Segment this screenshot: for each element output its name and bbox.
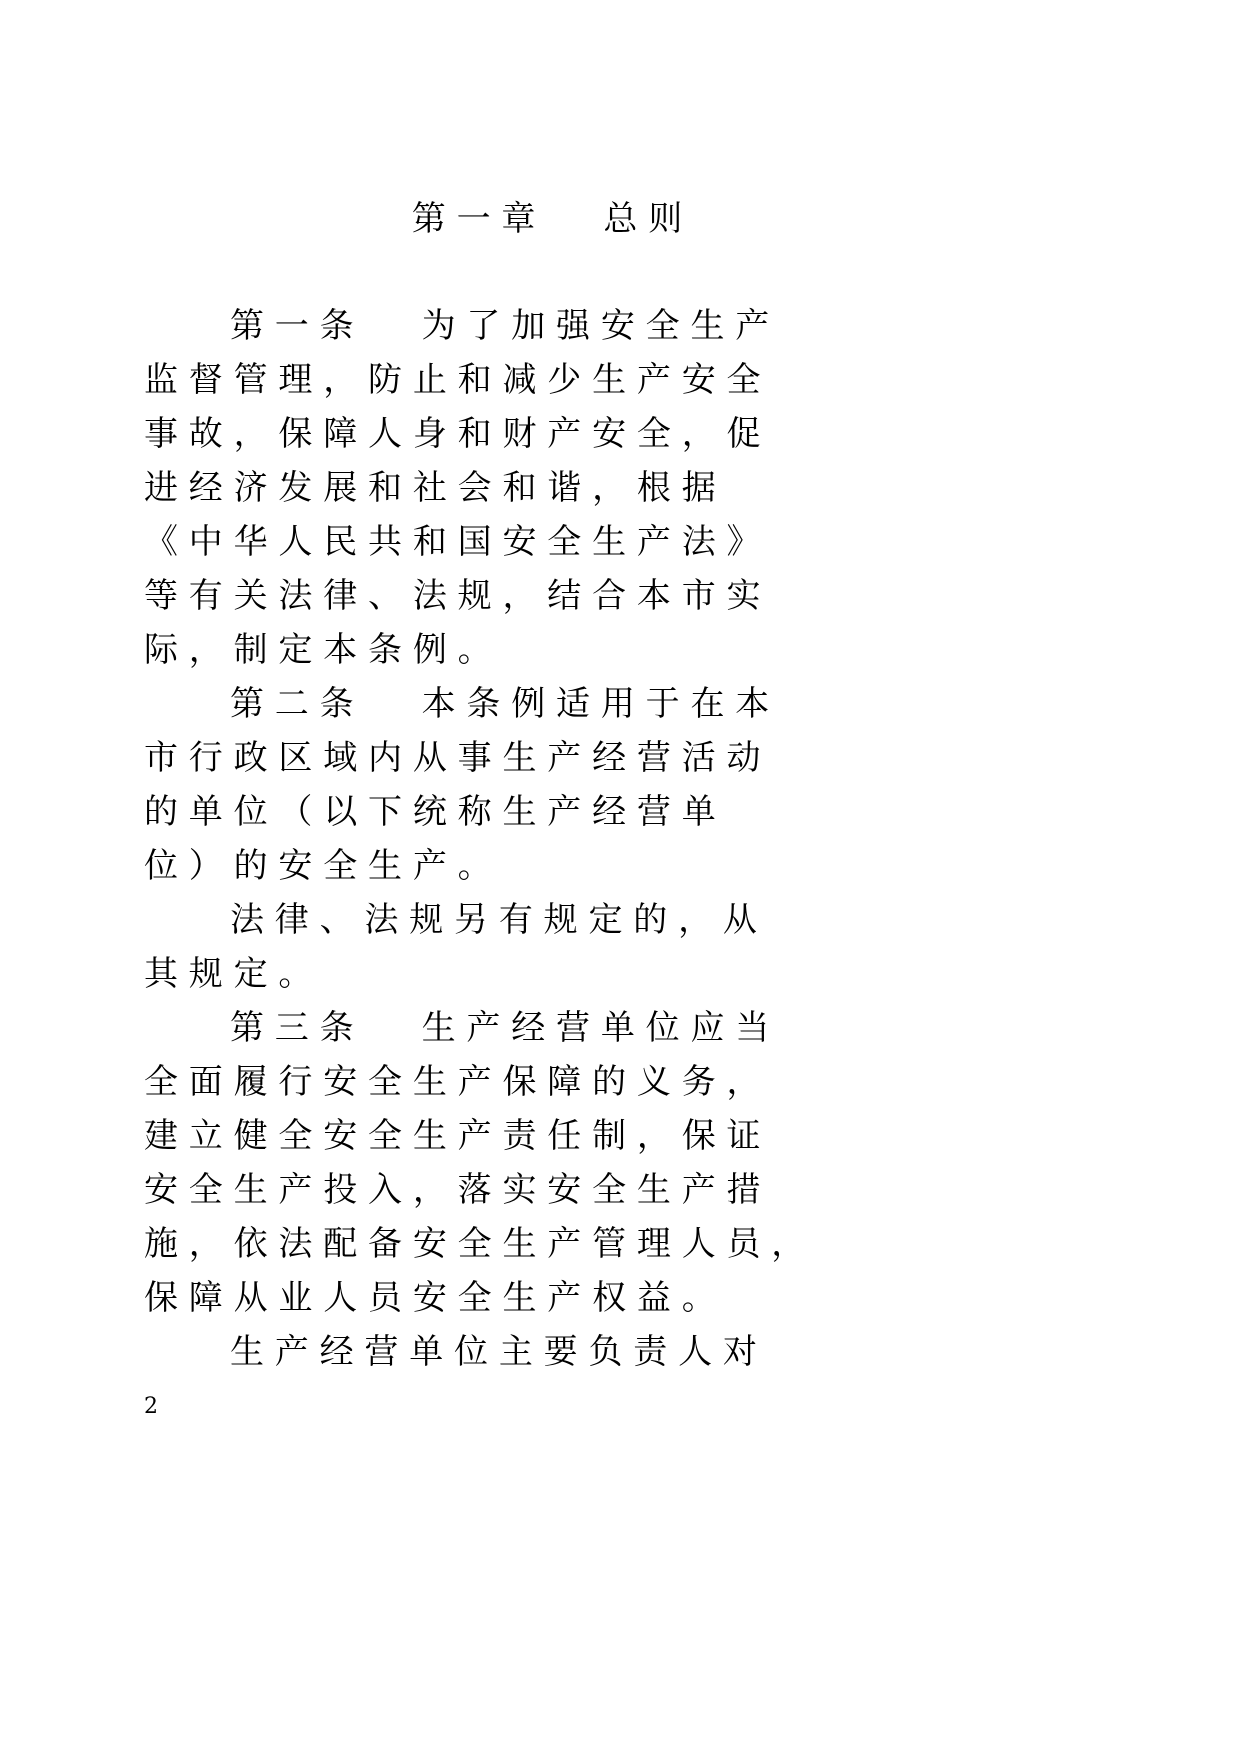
text-line: 位 ） 的 安 全 生 产 。 xyxy=(144,846,492,886)
text-line: 第 一 条 为 了 加 强 安 全 生 产 xyxy=(230,306,770,346)
text-line: 《 中 华 人 民 共 和 国 安 全 生 产 法 》 xyxy=(144,522,761,562)
text-line: 法 律 、 法 规 另 有 规 定 的 ， 从 xyxy=(230,900,757,940)
text-line: 全 面 履 行 安 全 生 产 保 障 的 义 务 ， xyxy=(144,1062,761,1102)
text-line: 第 二 条 本 条 例 适 用 于 在 本 xyxy=(230,684,770,724)
text-line: 际 ， 制 定 本 条 例 。 xyxy=(144,630,492,670)
text-line: 的 单 位 （ 以 下 统 称 生 产 经 营 单 xyxy=(144,792,716,832)
text-line: 第 三 条 生 产 经 营 单 位 应 当 xyxy=(230,1008,770,1048)
text-line: 安 全 生 产 投 入 ， 落 实 安 全 生 产 措 xyxy=(144,1170,761,1210)
page-number: 2 xyxy=(144,1394,158,1419)
text-line: 生 产 经 营 单 位 主 要 负 责 人 对 xyxy=(230,1332,757,1372)
text-line: 等 有 关 法 律 、 法 规 ， 结 合 本 市 实 xyxy=(144,576,761,616)
text-line: 其 规 定 。 xyxy=(144,954,313,994)
text-line: 进 经 济 发 展 和 社 会 和 谐 ， 根 据 xyxy=(144,468,716,508)
text-line: 施 ， 依 法 配 备 安 全 生 产 管 理 人 员 ， xyxy=(144,1224,806,1264)
text-line: 保 障 从 业 人 员 安 全 生 产 权 益 。 xyxy=(144,1278,716,1318)
text-line: 监 督 管 理 ， 防 止 和 减 少 生 产 安 全 xyxy=(144,360,761,400)
text-line: 事 故 ， 保 障 人 身 和 财 产 安 全 ， 促 xyxy=(144,414,761,454)
text-line: 建 立 健 全 安 全 生 产 责 任 制 ， 保 证 xyxy=(144,1116,761,1156)
chapter-title: 第 一 章 总 则 xyxy=(411,199,683,239)
text-line: 市 行 政 区 域 内 从 事 生 产 经 营 活 动 xyxy=(144,738,761,778)
